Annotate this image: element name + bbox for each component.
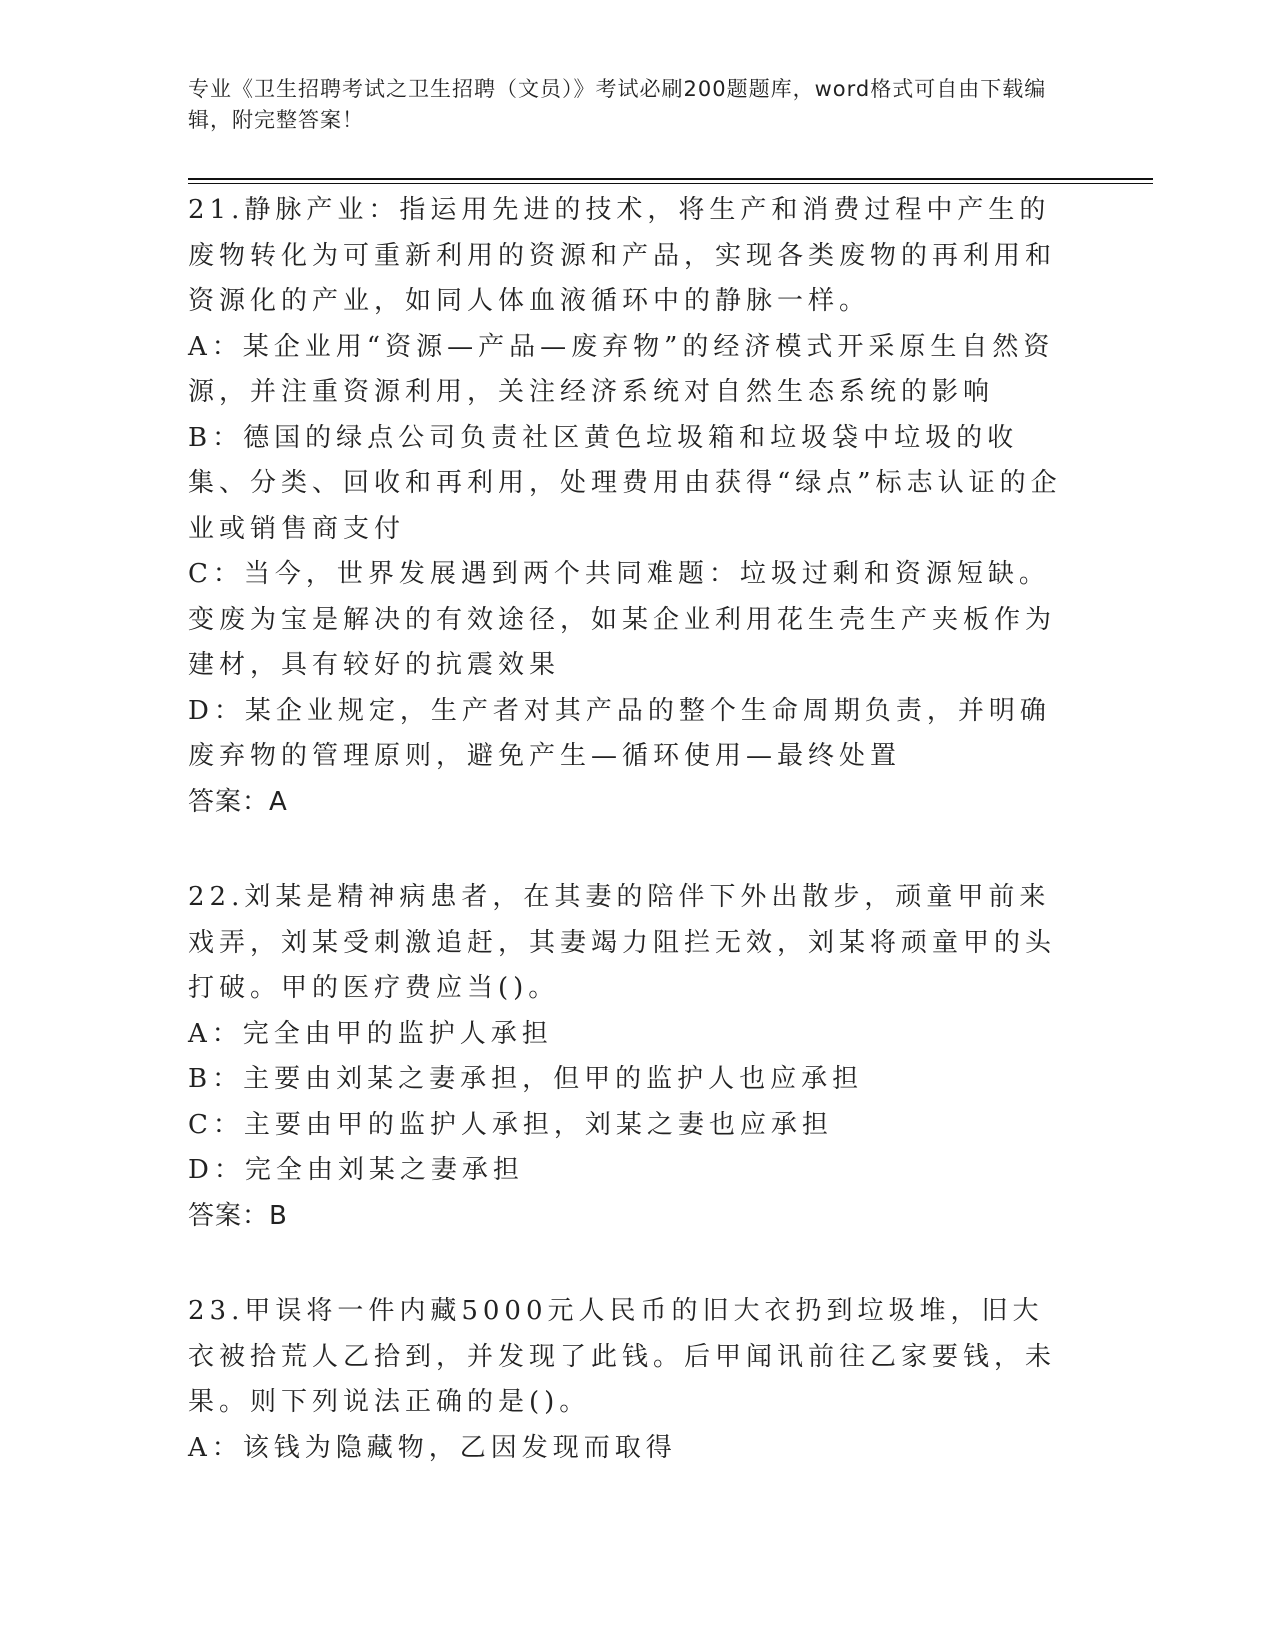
answer-label: 答案：A — [188, 786, 288, 817]
option-a: A：该钱为隐藏物，乙因发现而取得 — [188, 1432, 677, 1463]
answer-label: 答案：B — [188, 1200, 288, 1231]
question-stem: 22.刘某是精神病患者，在其妻的陪伴下外出散步，顽童甲前来戏弄，刘某受刺激追赶，其妻竭力阻拦无效，刘某将顽童甲的头打破。甲的医疗费应当()。 — [188, 882, 1057, 1003]
question-stem: 21.静脉产业：指运用先进的技术，将生产和消费过程中产生的废物转化为可重新利用的资源和产品，实现各类废物的再利用和资源化的产业，如同人体血液循环中的静脉一样。 — [188, 195, 1057, 316]
question-list — [188, 188, 1068, 1521]
header-divider-thick — [188, 178, 1153, 180]
option-d: D：某企业规定，生产者对其产品的整个生命周期负责，并明确废弃物的管理原则，避免产生—循环使用—最终处置 — [188, 695, 1051, 771]
question-22 — [188, 875, 1068, 1239]
question-stem: 23.甲误将一件内藏5000元人民币的旧大衣扔到垃圾堆，旧大衣被拾荒人乙拾到，并发现了此钱。后甲闻讯前往乙家要钱，未果。则下列说法正确的是()。 — [188, 1296, 1057, 1417]
question-23 — [188, 1289, 1068, 1471]
option-c: C：主要由甲的监护人承担，刘某之妻也应承担 — [188, 1109, 833, 1140]
header-divider-thin — [188, 183, 1153, 184]
option-a: A：某企业用“资源—产品—废弃物”的经济模式开采原生自然资源，并注重资源利用，关注经济系统对自然生态系统的影响 — [188, 331, 1055, 407]
option-d: D：完全由刘某之妻承担 — [188, 1155, 524, 1185]
document-header: 专业《卫生招聘考试之卫生招聘（文员）》考试必刷200题题库，word格式可自由下载编辑，附完整答案！ — [188, 77, 1047, 132]
option-b: B：主要由刘某之妻承担，但甲的监护人也应承担 — [188, 1064, 864, 1094]
question-21 — [188, 188, 1068, 825]
option-c: C：当今，世界发展遇到两个共同难题：垃圾过剩和资源短缺。变废为宝是解决的有效途径，如某企业利用花生壳生产夹板作为建材，具有较好的抗震效果 — [188, 559, 1057, 680]
option-b: B：德国的绿点公司负责社区黄色垃圾箱和垃圾袋中垃圾的收集、分类、回收和再利用，处理费用由获得“绿点”标志认证的企业或销售商支付 — [188, 422, 1062, 544]
option-a: A：完全由甲的监护人承担 — [188, 1018, 553, 1049]
